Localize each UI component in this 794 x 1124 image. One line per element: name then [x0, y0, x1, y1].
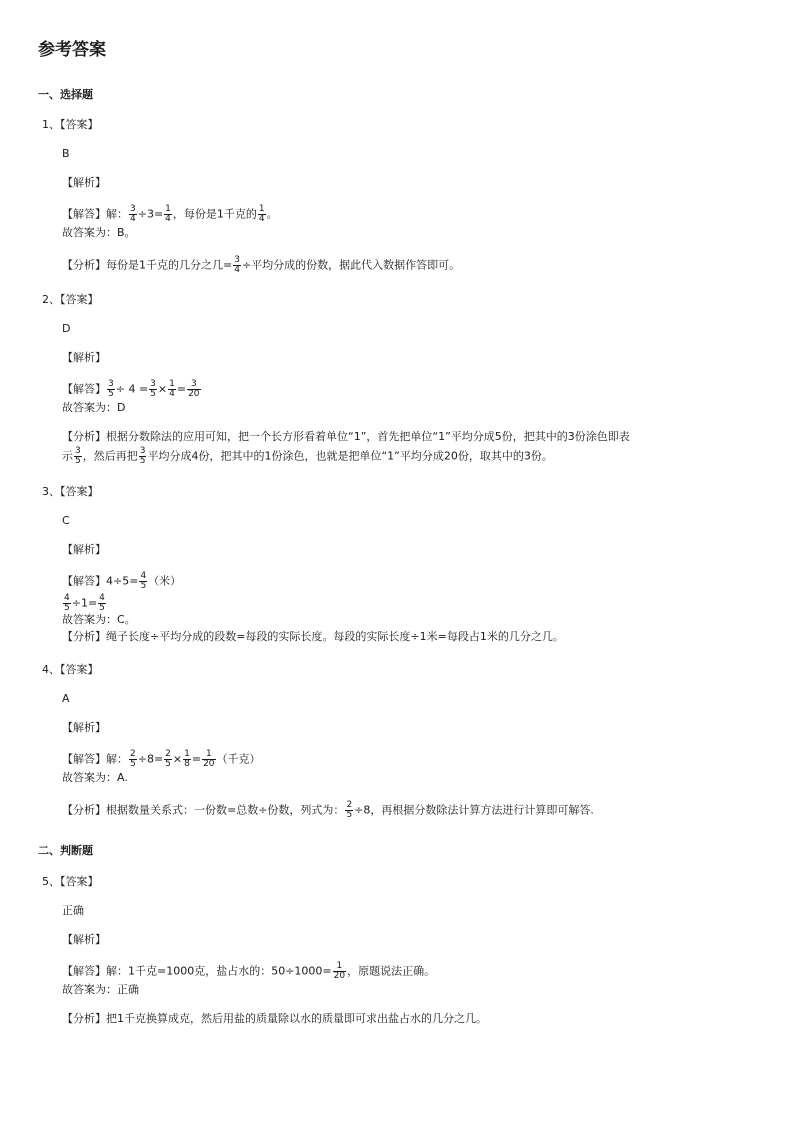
question-2-header: 2、【答案】 — [42, 293, 99, 306]
question-4-header: 4、【答案】 — [42, 663, 99, 676]
question-4-conclusion: 故答案为：A. — [62, 771, 128, 784]
question-3-analysis-head: 【解析】 — [62, 543, 106, 556]
question-2-solution: 【解答】 $\frac{3}{5}$ ÷ 4 = $\frac{3}{5}$ × $\frac{1}{4}$ = $\frac{3}{20}$ — [62, 379, 200, 399]
question-1-conclusion: 故答案为：B。 — [62, 226, 136, 239]
question-5-conclusion: 故答案为：正确 — [62, 983, 139, 996]
page-title: 参考答案 — [38, 40, 106, 60]
question-1-solution: 【解答】解： $\frac{3}{4}$ ÷3= $\frac{1}{4}$ ，每份是1千克的 $\frac{1}{4}$ 。 — [62, 204, 278, 224]
question-5-analysis-head: 【解析】 — [62, 933, 106, 946]
question-5-solution: 【解答】解：1千克=1000克，盐占水的：50÷1000= $\frac{1}{20}$ ，原题说法正确。 — [62, 961, 436, 981]
section-heading-judge: 二、判断题 — [38, 844, 93, 857]
section-heading-choice: 一、选择题 — [38, 88, 93, 101]
question-1-analysis-head: 【解析】 — [62, 176, 106, 189]
question-3-solution: 【解答】4÷5= $\frac{4}{5}$ （米） — [62, 571, 182, 591]
question-4-answer: A — [62, 692, 70, 705]
question-3-analysis: 【分析】绳子长度÷平均分成的段数=每段的实际长度。每段的实际长度÷1米=每段占1米的几分之几。 — [62, 630, 564, 643]
question-4-analysis-head: 【解析】 — [62, 721, 106, 734]
question-5-answer: 正确 — [62, 904, 84, 917]
question-1-analysis: 【分析】每份是1千克的几分之几= $\frac{3}{4}$ ÷平均分成的份数，据此代入数据作答即可。 — [62, 255, 461, 275]
question-4-solution: 【解答】解： $\frac{2}{5}$ ÷8= $\frac{2}{5}$ × $\frac{1}{8}$ = $\frac{1}{20}$ （千克） — [62, 749, 261, 769]
question-3-header: 3、【答案】 — [42, 485, 99, 498]
question-2-conclusion: 故答案为：D — [62, 401, 126, 414]
question-3-solution-line2: $\frac{4}{5}$ ÷1= $\frac{4}{5}$ — [64, 593, 105, 613]
question-2-analysis-line2: 示 $\frac{3}{5}$ ，然后再把 $\frac{3}{5}$ 平均分成4份，把其中的1份涂色，也就是把单位“1”平均分成20份，取其中的3份。 — [62, 446, 553, 466]
question-2-answer: D — [62, 322, 71, 335]
question-2-analysis-head: 【解析】 — [62, 351, 106, 364]
question-3-conclusion: 故答案为：C。 — [62, 613, 136, 626]
question-2-analysis-line1: 【分析】根据分数除法的应用可知，把一个长方形看着单位“1”，首先把单位“1”平均分成5份，把其中的3份涂色即表 — [62, 430, 630, 443]
question-1-answer: B — [62, 147, 70, 160]
question-5-analysis: 【分析】把1千克换算成克，然后用盐的质量除以水的质量即可求出盐占水的几分之几。 — [62, 1012, 487, 1025]
question-5-header: 5、【答案】 — [42, 875, 99, 888]
question-3-answer: C — [62, 514, 70, 527]
question-1-header: 1、【答案】 — [42, 118, 99, 131]
question-4-analysis: 【分析】根据数量关系式：一份数=总数÷份数，列式为： $\frac{2}{5}$ ÷8，再根据分数除法计算方法进行计算即可解答. — [62, 800, 594, 820]
